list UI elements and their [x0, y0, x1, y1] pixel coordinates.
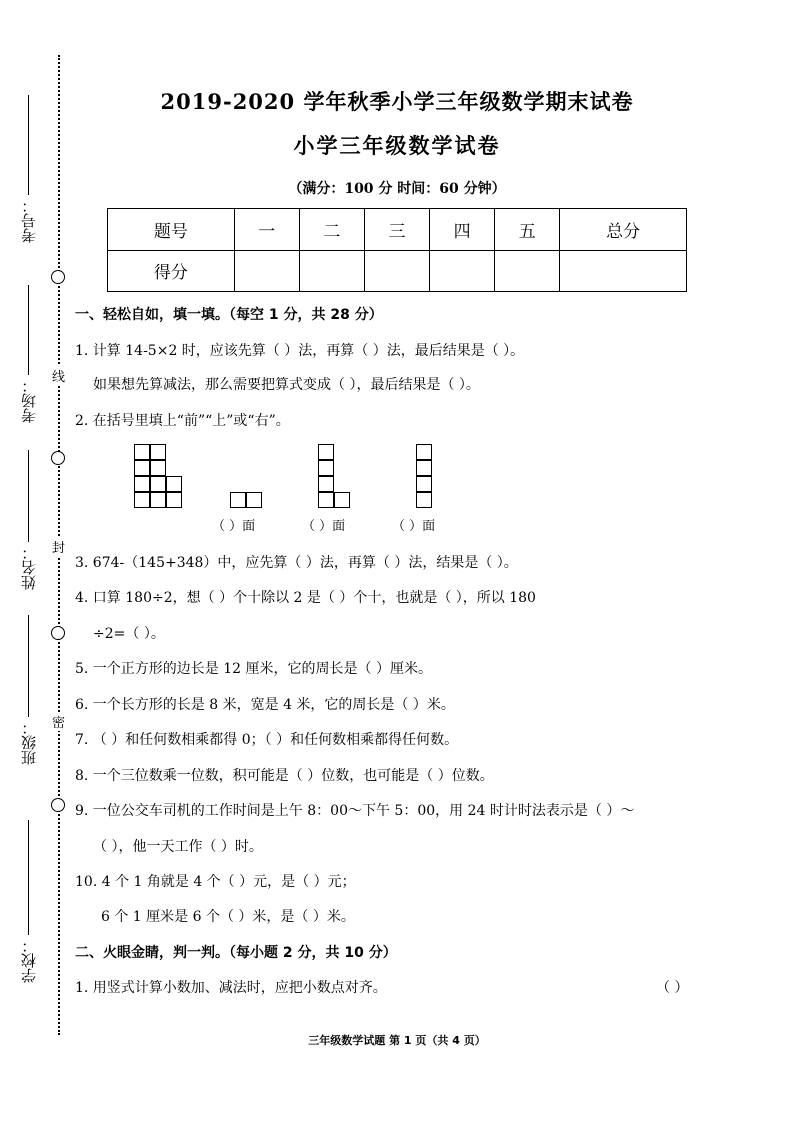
question-2: 2. 在括号里填上“前”“上”或“右”。 — [75, 413, 290, 429]
question-1a: 1. 计算 14-5×2 时，应该先算（ ）法，再算（ ）法，最后结果是（ ）。 — [75, 343, 525, 359]
score-cell[interactable] — [364, 250, 429, 292]
figure-caption: （ ）面 — [392, 519, 436, 534]
figure-caption: （ ）面 — [302, 519, 346, 534]
question-10b: 6 个 1 厘米是 6 个（ ）米，是（ ）米。 — [101, 909, 355, 925]
question-10a: 10. 4 个 1 角就是 4 个（ ）元，是（ ）元； — [75, 874, 356, 890]
exam-room-line[interactable] — [28, 285, 29, 375]
score-cell[interactable] — [299, 250, 364, 292]
question-4a: 4. 口算 180÷2，想（ ）个十除以 2 是（ ）个十，也就是（ ），所以 180 — [75, 590, 536, 606]
seal-char-mi: 密 — [52, 712, 65, 731]
exam-room-label: 考场： — [20, 378, 38, 423]
score-row-label: 得分 — [108, 250, 235, 292]
page-footer: 三年级数学试题 第 1 页（共 4 页） — [308, 1034, 486, 1047]
score-cell[interactable] — [495, 250, 560, 292]
score-table-header-row — [108, 209, 687, 251]
table-header-cell: 五 — [495, 209, 560, 251]
name-line[interactable] — [28, 450, 29, 542]
judge-answer-blank[interactable]: （ ） — [656, 980, 689, 996]
table-header-cell: 四 — [430, 209, 495, 251]
question-4b: ÷2=（ ）。 — [93, 626, 165, 642]
seal-char-feng: 封 — [52, 537, 65, 556]
name-label: 姓名： — [20, 545, 38, 590]
school-label: 学校： — [20, 938, 38, 983]
score-cell[interactable] — [234, 250, 299, 292]
score-time-info: （满分：100 分 时间：60 分钟） — [288, 181, 506, 197]
section2-heading: 二、火眼金睛，判一判。（每小题 2 分，共 10 分） — [75, 945, 397, 961]
question-1b: 如果想先算减法，那么需要把算式变成（ ），最后结果是（ ）。 — [93, 377, 480, 393]
question-3: 3. 674-（145+348）中，应先算（ ）法，再算（ ）法，结果是（ ）。 — [75, 555, 518, 571]
seal-char-xian: 线 — [52, 366, 65, 385]
exam-subtitle: 小学三年级数学试卷 — [293, 133, 501, 158]
table-header-cell: 一 — [234, 209, 299, 251]
class-label: 班级： — [20, 720, 38, 765]
question-8: 8. 一个三位数乘一位数，积可能是（ ）位数，也可能是（ ）位数。 — [75, 768, 494, 784]
school-line[interactable] — [28, 820, 29, 935]
binding-hole-circle — [51, 626, 65, 640]
table-header-cell: 题号 — [108, 209, 235, 251]
binding-hole-circle — [51, 798, 65, 812]
score-table — [107, 208, 687, 292]
table-header-cell: 总分 — [560, 209, 687, 251]
exam-title: 2019-2020 学年秋季小学三年级数学期末试卷 — [160, 89, 634, 114]
class-line[interactable] — [28, 615, 29, 717]
score-cell[interactable] — [560, 250, 687, 292]
question-6: 6. 一个长方形的长是 8 米，宽是 4 米，它的周长是（ ）米。 — [75, 697, 455, 713]
score-table-score-row — [108, 250, 687, 292]
binding-hole-circle — [51, 451, 65, 465]
exam-number-label: 考号： — [20, 198, 38, 243]
table-header-cell: 三 — [364, 209, 429, 251]
question-5: 5. 一个正方形的边长是 12 厘米，它的周长是（ ）厘米。 — [75, 661, 432, 677]
section1-heading: 一、轻松自如，填一填。（每空 1 分，共 28 分） — [75, 307, 383, 323]
judge-question-1: 1. 用竖式计算小数加、减法时，应把小数点对齐。 — [75, 980, 387, 996]
question-9a: 9. 一位公交车司机的工作时间是上午 8：00～下午 5：00，用 24 时计时法表示是（ ）～ — [75, 803, 635, 819]
score-cell[interactable] — [430, 250, 495, 292]
figure-caption: （ ）面 — [212, 519, 256, 534]
binding-hole-circle — [51, 270, 65, 284]
question-9b: （ ），他一天工作（ ）时。 — [93, 839, 263, 855]
question-7: 7. （ ）和任何数相乘都得 0；（ ）和任何数相乘都得任何数。 — [75, 732, 459, 748]
table-header-cell: 二 — [299, 209, 364, 251]
